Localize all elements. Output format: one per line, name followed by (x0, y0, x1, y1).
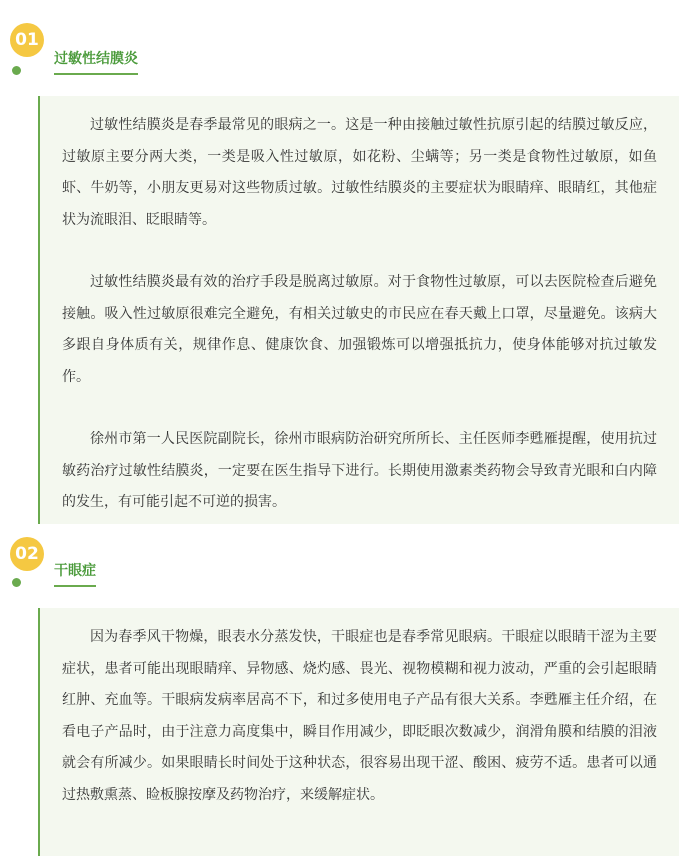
paragraph: 过敏性结膜炎最有效的治疗手段是脱离过敏原。对于食物性过敏原，可以去医院检查后避免接触。吸入性过敏原很难完全避免，有相关过敏史的市民应在春天戴上口罩，尽量避免。该病大多跟自身体质有关，规律作息、健康饮食、加强锻炼可以增强抵抗力，使身体能够对抗过敏发作。 (62, 274, 657, 385)
section-content-02 (38, 608, 679, 856)
paragraph: 徐州市第一人民医院副院长，徐州市眼病防治研究所所长、主任医师李甦雁提醒，使用抗过敏药治疗过敏性结膜炎，一定要在医生指导下进行。长期使用激素类药物会导致青光眼和白内障的发生，有可能引起不可逆的损害。 (62, 431, 657, 510)
section-header-01 (0, 18, 685, 88)
section-title: 过敏性结膜炎 (54, 48, 138, 75)
section-number-badge: 01 (10, 23, 44, 57)
section-title: 干眼症 (54, 560, 96, 587)
section-dot (12, 66, 21, 75)
section-dot (12, 578, 21, 587)
section-number-badge: 02 (10, 537, 44, 571)
paragraph: 过敏性结膜炎是春季最常见的眼病之一。这是一种由接触过敏性抗原引起的结膜过敏反应，过敏原主要分两大类，一类是吸入性过敏原，如花粉、尘螨等；另一类是食物性过敏原，如鱼虾、牛奶等，小朋友更易对这些物质过敏。过敏性结膜炎的主要症状为眼睛痒、眼睛红，其他症状为流眼泪、眨眼睛等。 (62, 117, 657, 228)
paragraph: 因为春季风干物燥，眼表水分蒸发快，干眼症也是春季常见眼病。干眼症以眼睛干涩为主要症状，患者可能出现眼睛痒、异物感、烧灼感、畏光、视物模糊和视力波动，严重的会引起眼睛红肿、充血等。干眼病发病率居高不下，和过多使用电子产品有很大关系。李甦雁主任介绍，在看电子产品时，由于注意力高度集中，瞬目作用减少，即眨眼次数减少，润滑角膜和结膜的泪液就会有所减少。如果眼睛长时间处于这种状态，很容易出现干涩、酸困、疲劳不适。患者可以通过热敷熏蒸、睑板腺按摩及药物治疗，来缓解症状。 (62, 629, 657, 803)
section-content-01 (38, 96, 679, 524)
section-header-02 (0, 532, 685, 602)
